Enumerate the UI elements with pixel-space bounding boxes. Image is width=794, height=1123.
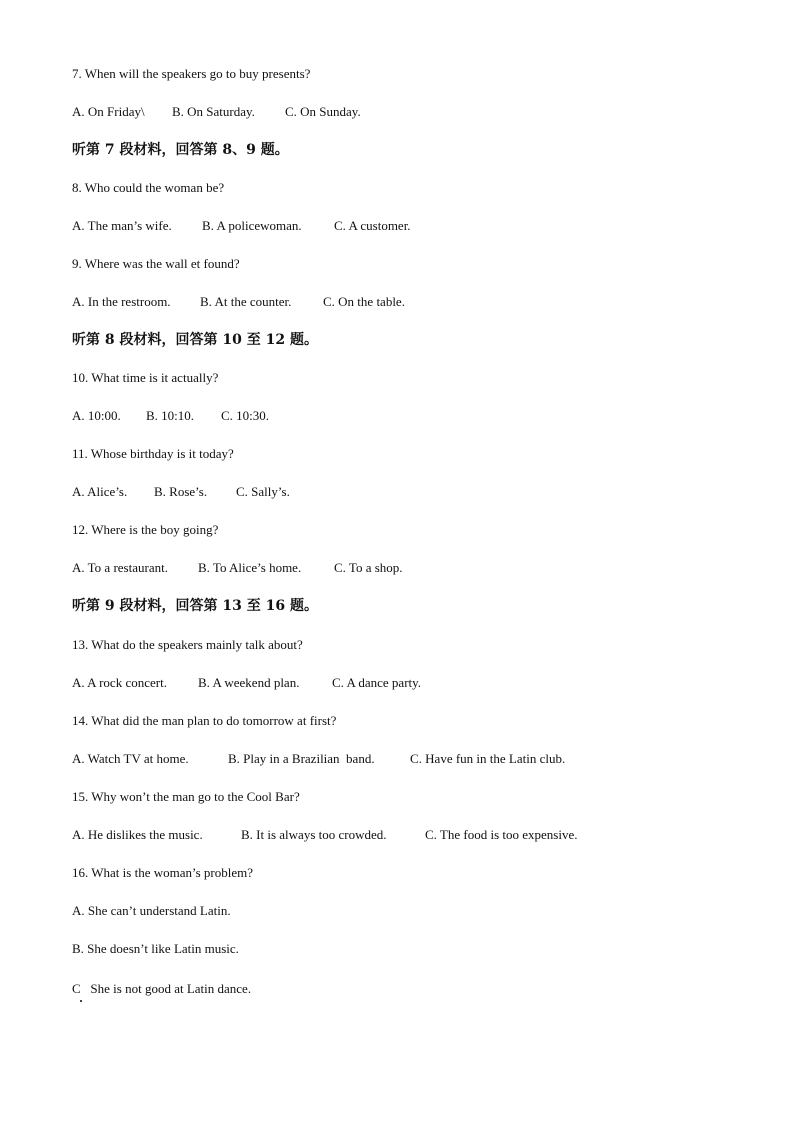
question-10: 10. What time is it actually? (72, 370, 219, 385)
question-13-options (72, 675, 421, 691)
question-9: 9. Where was the wall et found? (72, 256, 240, 271)
section-8-heading: 听第 8 段材料，回答第 10 至 12 题。 (72, 332, 318, 348)
question-15-options (72, 827, 578, 843)
option-a: A. To a restaurant. (72, 560, 168, 575)
option-a: A. A rock concert. (72, 675, 167, 690)
option-b: B. A weekend plan. (198, 675, 300, 690)
option-b: B. To Alice’s home. (198, 560, 302, 575)
option-b: B. On Saturday. (172, 104, 255, 119)
question-16-option-b: B. She doesn’t like Latin music. (72, 941, 239, 956)
question-8-options (72, 218, 411, 234)
option-a: A. The man’s wife. (72, 218, 172, 233)
option-a: A. Watch TV at home. (72, 751, 189, 766)
option-c: C. On Sunday. (285, 104, 361, 119)
option-b: B. Rose’s. (154, 484, 208, 499)
option-b: B. At the counter. (200, 294, 292, 309)
question-7: 7. When will the speakers go to buy presents? (72, 66, 311, 81)
option-c: C. The food is too expensive. (425, 827, 578, 842)
question-16-option-a: A. She can’t understand Latin. (72, 903, 231, 918)
option-a: A. He dislikes the music. (72, 827, 203, 842)
section-7-heading: 听第 7 段材料，回答第 8、9 题。 (72, 142, 289, 158)
option-b: B. 10:10. (146, 408, 195, 423)
question-16: 16. What is the woman’s problem? (72, 865, 254, 880)
option-a: A. In the restroom. (72, 294, 171, 309)
option-a: A. 10:00. (72, 408, 121, 423)
question-14-options (72, 751, 565, 767)
question-12-options (72, 560, 403, 576)
question-11-options (72, 484, 290, 500)
question-8: 8. Who could the woman be? (72, 180, 225, 195)
option-c: C. Sally’s. (236, 484, 290, 499)
option-c: C. 10:30. (221, 408, 270, 423)
question-14: 14. What did the man plan to do tomorrow at first? (72, 713, 337, 728)
option-a: A. Alice’s. (72, 484, 128, 499)
option-b: B. A policewoman. (202, 218, 302, 233)
stray-mark (80, 1000, 82, 1002)
question-15: 15. Why won’t the man go to the Cool Bar? (72, 789, 300, 804)
option-c: C. On the table. (323, 294, 405, 309)
question-9-options (72, 294, 405, 310)
option-b: B. It is always too crowded. (241, 827, 387, 842)
section-9-heading: 听第 9 段材料，回答第 13 至 16 题。 (72, 598, 318, 614)
question-10-options (72, 408, 269, 424)
question-11: 11. Whose birthday is it today? (72, 446, 234, 461)
question-7-options (72, 104, 361, 120)
option-c: C. Have fun in the Latin club. (410, 751, 566, 766)
question-12: 12. Where is the boy going? (72, 522, 219, 537)
option-b: B. Play in a Brazilian band. (228, 751, 375, 766)
question-13: 13. What do the speakers mainly talk about? (72, 637, 303, 652)
option-c: C. A customer. (334, 218, 411, 233)
option-c: C. A dance party. (332, 675, 422, 690)
question-16-option-c: C She is not good at Latin dance. (72, 981, 252, 996)
option-c: C. To a shop. (334, 560, 403, 575)
option-a: A. On Friday\ (72, 104, 145, 119)
